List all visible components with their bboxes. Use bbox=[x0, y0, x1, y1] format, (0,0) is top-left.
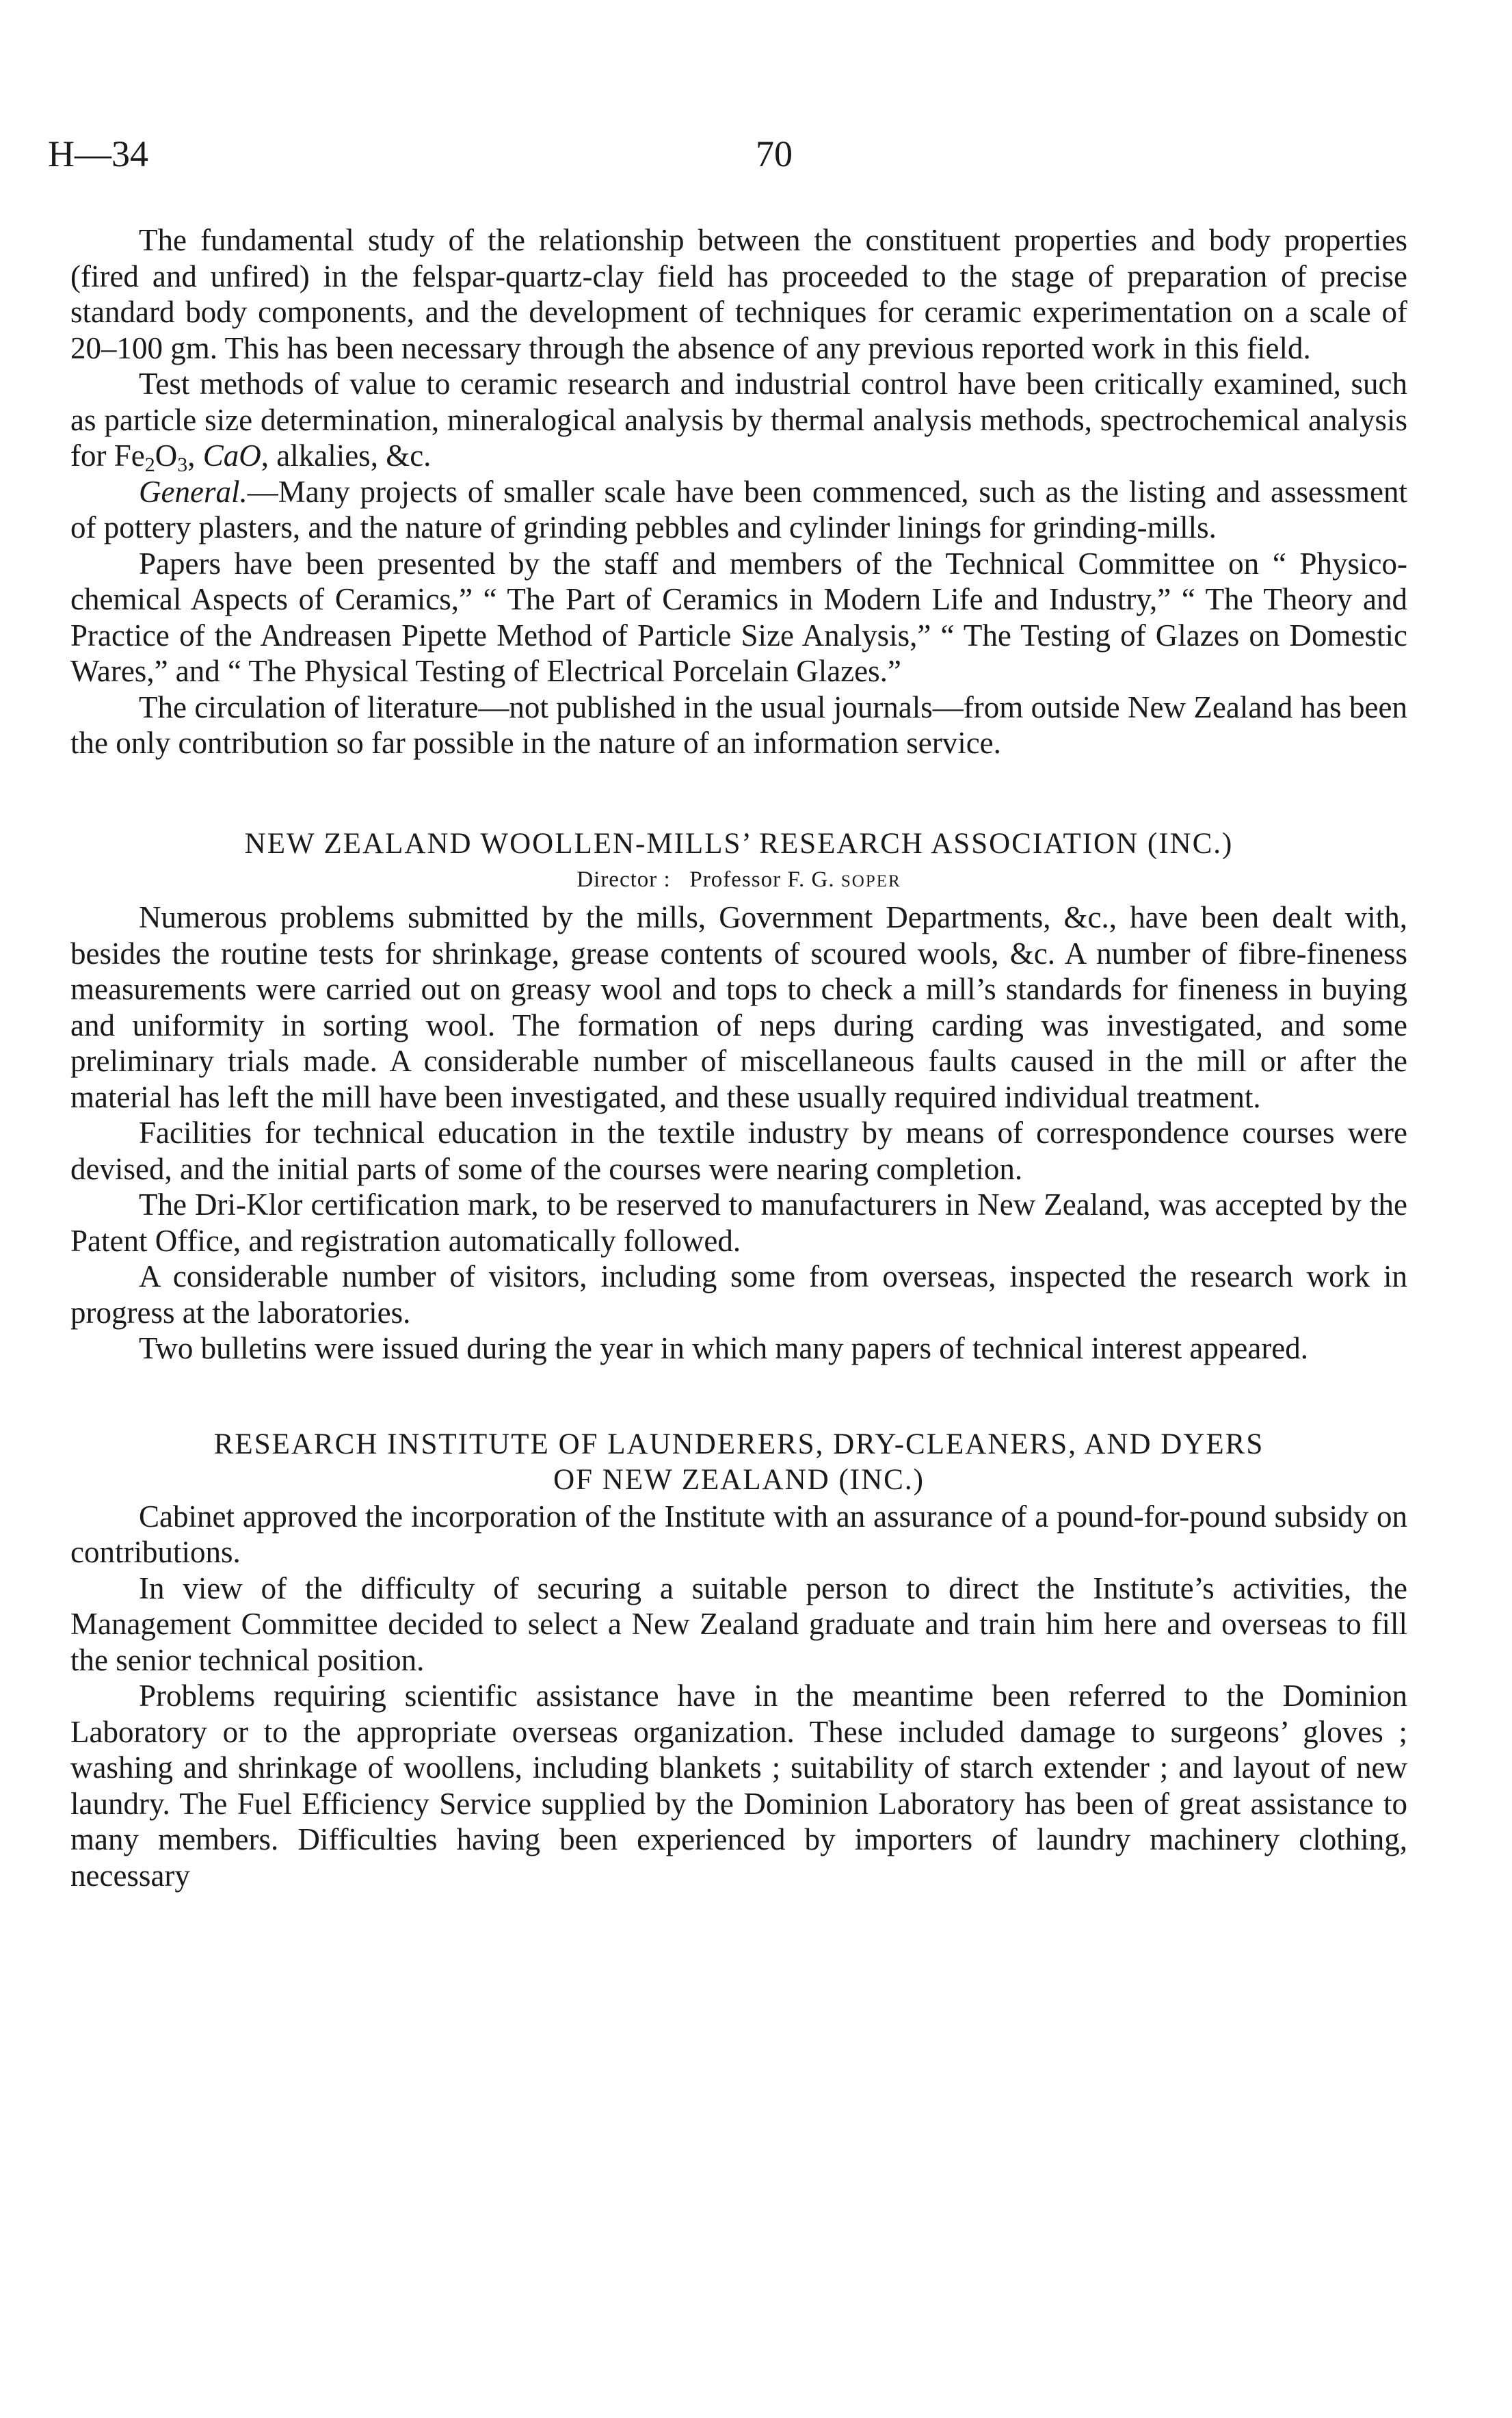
launderers-heading-line-1: RESEARCH INSTITUTE OF LAUNDERERS, DRY-CLEANERS, AND DYERS bbox=[213, 1428, 1264, 1460]
paragraph-test-methods bbox=[70, 366, 1407, 474]
document-reference: H—34 bbox=[48, 133, 148, 174]
page-header bbox=[48, 130, 1463, 178]
director-line bbox=[70, 862, 1407, 899]
cao-formula: CaO bbox=[202, 438, 261, 473]
paragraph-woollen-education: Facilities for technical education in the textile industry by means of correspondence courses were devised, and the initial parts of some of the courses were nearing completion. bbox=[70, 1116, 1407, 1186]
separator: , bbox=[187, 438, 203, 473]
test-methods-tail: , alkalies, &c. bbox=[261, 438, 432, 473]
paragraph-launderers-problems: Problems requiring scientific assistance have in the meantime been referred to the Dominion Laboratory or to the appropriate overseas organization. These included damage to surgeons’ gloves ; washing and shrinkage of woollens, including blankets ; suitability of starch extender ; and layout of new laundry. The Fuel Efficiency Service supplied by the Dominion Laboratory has been of great assistance to many members. Difficulties having been experienced by importers of laundry machinery clothing, necessary bbox=[70, 1679, 1407, 1893]
paragraph-woollen-problems: Numerous problems submitted by the mills, Government Departments, &c., have been dealt with, besides the routine tests for shrinkage, grease contents of scoured wools, &c. A number of fibre-fineness measurements were carried out on greasy wool and tops to check a mill’s standards for fineness in buying and uniformity in sorting wool. The formation of neps during carding was investigated, and some preliminary trials made. A considerable number of miscellaneous faults caused in the mill or after the material has left the mill have been investigated, and these usually required individual treatment. bbox=[70, 900, 1407, 1114]
general-label: General. bbox=[139, 474, 248, 509]
paragraph-launderers-cabinet: Cabinet approved the incorporation of the Institute with an assurance of a pound-for-pound subsidy on contributions. bbox=[70, 1499, 1407, 1569]
page-number: 70 bbox=[756, 133, 793, 174]
general-text: —Many projects of smaller scale have been commenced, such as the listing and assessment of pottery plasters, and the nature of grinding pebbles and cylinder linings for grinding-mills. bbox=[70, 474, 1407, 544]
paragraph-general bbox=[70, 474, 1407, 546]
director-surname: SOPER bbox=[840, 872, 901, 891]
paragraph-papers: Papers have been presented by the staff and members of the Technical Committee on “ Physico-chemical Aspects of Ceramics,” “ The Part of Ceramics in Modern Life and Industry,” “ The Theory and Practice of the Andreasen Pipette Method of Particle Size Analysis,” “ The Testing of Glazes on Domestic Wares,” and “ The Physical Testing of Electrical Porcelain Glazes.” bbox=[70, 546, 1407, 688]
subscript-2: 2 bbox=[144, 454, 155, 476]
paragraph-launderers-graduate: In view of the difficulty of securing a suitable person to direct the Institute’s activities, the Management Committee decided to select a New Zealand graduate and train him here and overseas to fill the senior technical position. bbox=[70, 1571, 1407, 1677]
page-body bbox=[70, 222, 1407, 1893]
woollen-mills-heading: NEW ZEALAND WOOLLEN-MILLS’ RESEARCH ASSOCIATION (INC.) bbox=[244, 827, 1234, 860]
paragraph-literature: The circulation of literature—not published in the usual journals—from outside New Zealand has been the only contribution so far possible in the nature of an information service. bbox=[70, 689, 1407, 760]
subscript-3: 3 bbox=[177, 454, 188, 476]
director-label: Director : bbox=[576, 867, 671, 892]
paragraph-woollen-visitors: A considerable number of visitors, including some from overseas, inspected the research work in progress at the laboratories. bbox=[70, 1259, 1407, 1330]
paragraph-ceramic-study: The fundamental study of the relationship between the constituent properties and body properties (fired and unfired) in the felspar-quartz-clay field has proceeded to the stage of preparation of precise standard body components, and the development of techniques for ceramic experimentation on a scale of 20–100 gm. This has been necessary through the absence of any previous reported work in this field. bbox=[70, 223, 1407, 365]
test-methods-text: Test methods of value to ceramic research and industrial control have been critically examined, such as particle size determination, mineralogical analysis by thermal analysis methods, spectrochemical analysis for Fe bbox=[70, 367, 1407, 473]
director-name-prefix: Professor F. G. bbox=[689, 867, 841, 892]
launderers-heading-line-2: OF NEW ZEALAND (INC.) bbox=[553, 1464, 925, 1496]
launderers-heading bbox=[70, 1427, 1407, 1499]
paragraph-woollen-certification: The Dri-Klor certification mark, to be reserved to manufacturers in New Zealand, was accepted by the Patent Office, and registration automatically followed. bbox=[70, 1187, 1407, 1258]
oxide-symbol: O bbox=[155, 438, 178, 473]
paragraph-woollen-bulletins: Two bulletins were issued during the year in which many papers of technical interest appeared. bbox=[139, 1331, 1309, 1365]
